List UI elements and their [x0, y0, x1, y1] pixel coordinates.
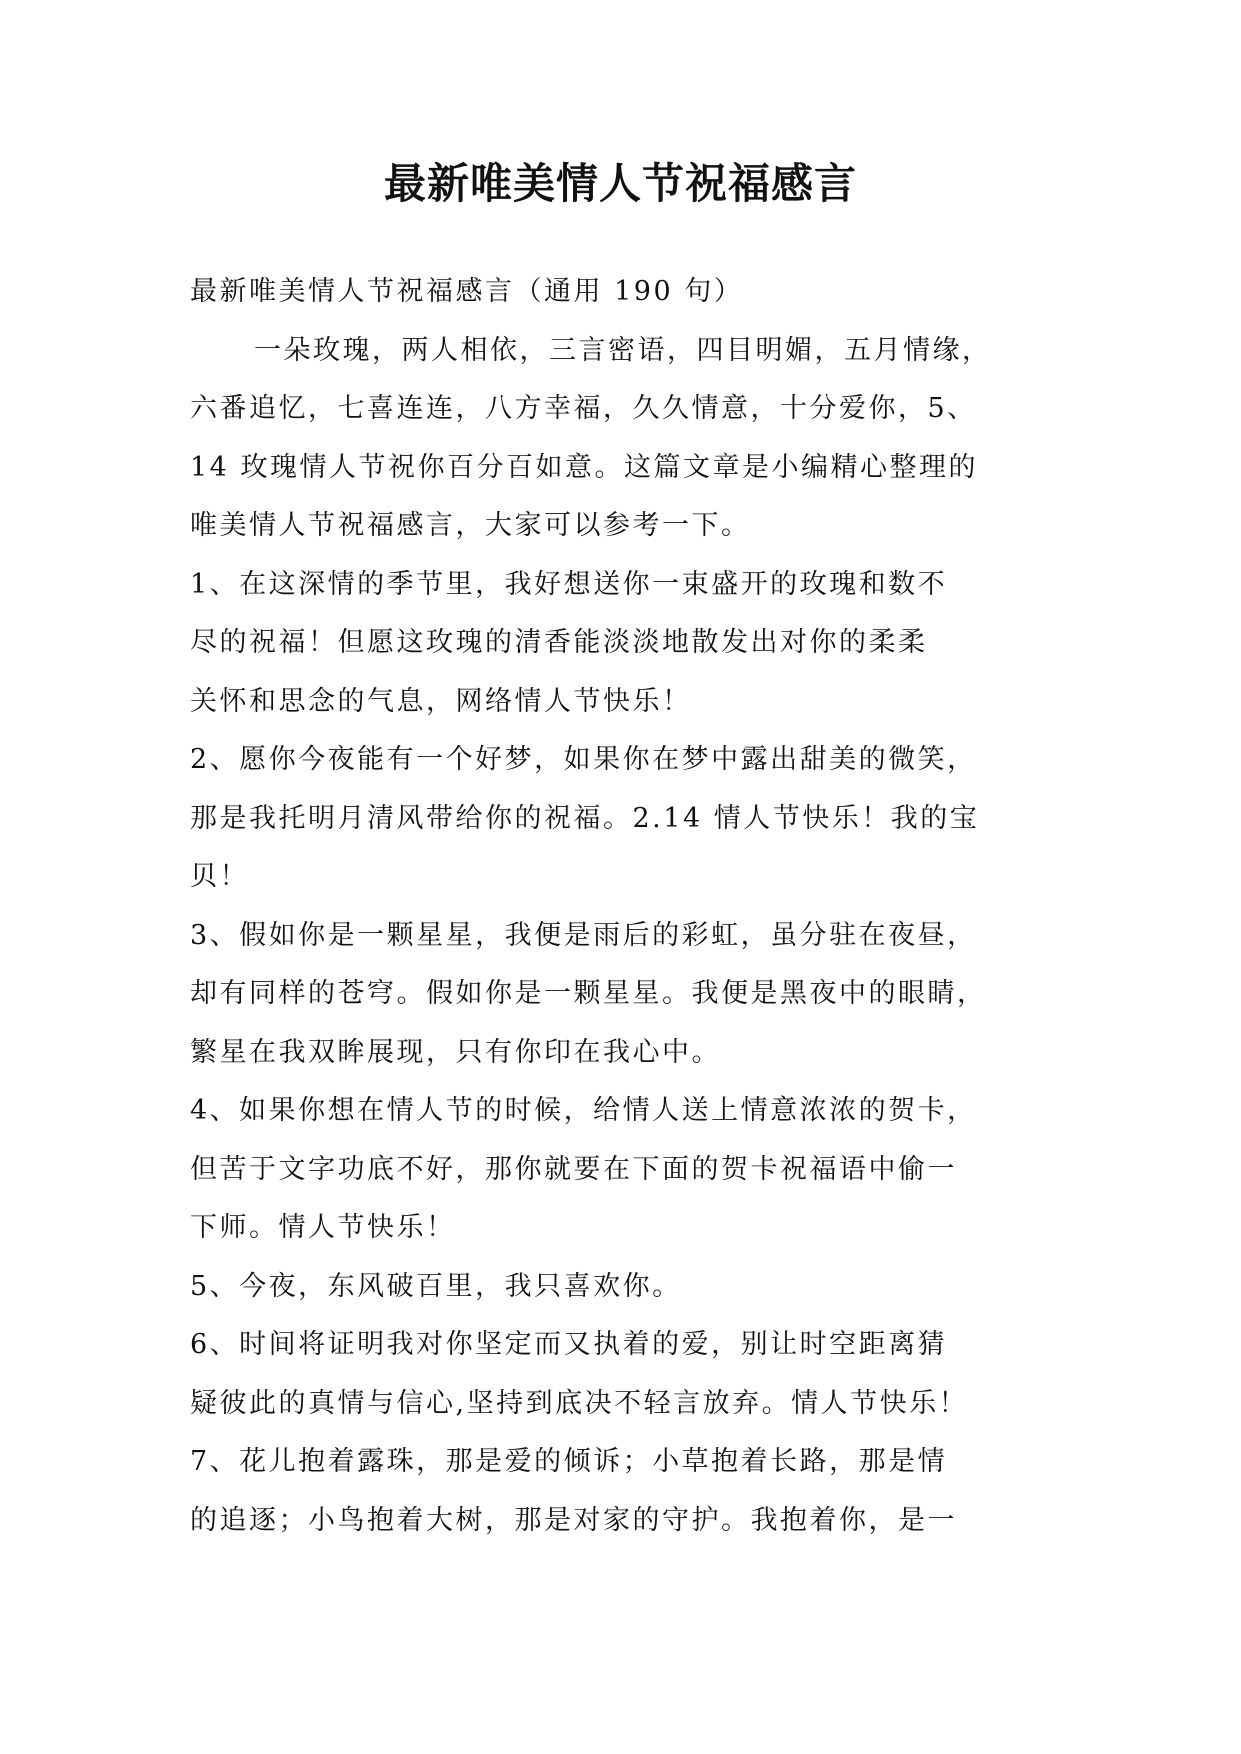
text-line: 六番追忆，七喜连连，八方幸福，久久情意，十分爱你，5、 — [190, 393, 977, 424]
text-line: 7、花儿抱着露珠，那是爱的倾诉；小草抱着长路，那是情 — [190, 1446, 948, 1477]
text-line: 唯美情人节祝福感言，大家可以参考一下。 — [190, 510, 751, 541]
text-line: 6、时间将证明我对你坚定而又执着的爱，别让时空距离猜 — [190, 1329, 948, 1360]
text-line: 却有同样的苍穹。假如你是一颗星星。我便是黑夜中的眼睛， — [190, 978, 987, 1009]
text-line: 贝！ — [190, 861, 249, 892]
text-line: 下师。情人节快乐！ — [190, 1212, 456, 1243]
text-line: 但苦于文字功底不好，那你就要在下面的贺卡祝福语中偷一 — [190, 1153, 957, 1185]
text-line: 3、假如你是一颗星星，我便是雨后的彩虹，虽分驻在夜昼， — [190, 919, 977, 951]
text-line: 一朵玫瑰，两人相依，三言密语，四目明媚，五月情缘， — [254, 334, 992, 366]
text-line: 1、在这深情的季节里，我好想送你一束盛开的玫瑰和数不 — [190, 568, 948, 600]
text-line: 14 玫瑰情人节祝你百分百如意。这篇文章是小编精心整理的 — [190, 451, 978, 483]
text-line: 繁星在我双眸展现，只有你印在我心中。 — [190, 1036, 721, 1068]
text-line: 4、如果你想在情人节的时候，给情人送上情意浓浓的贺卡， — [190, 1095, 977, 1126]
text-line: 的追逐；小鸟抱着大树，那是对家的守护。我抱着你，是一 — [190, 1504, 957, 1536]
text-line: 5、今夜，东风破百里，我只喜欢你。 — [190, 1270, 682, 1302]
text-line: 关怀和思念的气息，网络情人节快乐！ — [190, 685, 692, 717]
text-line: 那是我托明月清风带给你的祝福。2.14 情人节快乐！我的宝 — [190, 802, 980, 834]
text-line: 尽的祝福！但愿这玫瑰的清香能淡淡地散发出对你的柔柔 — [190, 627, 928, 658]
document-title: 最新唯美情人节祝福感言 — [383, 159, 857, 208]
text-line: 最新唯美情人节祝福感言（通用 190 句） — [190, 276, 744, 307]
text-line: 2、愿你今夜能有一个好梦，如果你在梦中露出甜美的微笑， — [190, 744, 977, 775]
text-line: 疑彼此的真情与信心,坚持到底决不轻言放弃。情人节快乐！ — [190, 1387, 969, 1419]
document-body — [190, 263, 1070, 1550]
